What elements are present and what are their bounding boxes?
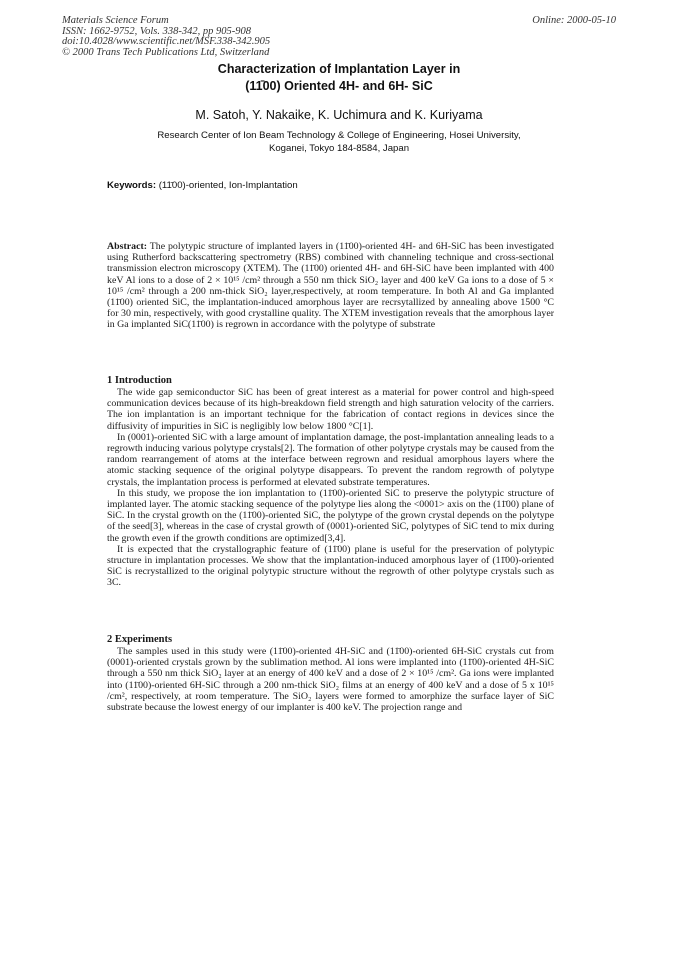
author-list: M. Satoh, Y. Nakaike, K. Uchimura and K. Kuriyama — [195, 108, 483, 122]
paragraph: The samples used in this study were (11̄00)-oriented 4H-SiC and (11̄00)-oriented 6H-SiC crystals cut from (0001)-oriented crystals grown by the sublimation method. Al ions were implanted into (11̄00)-oriented 4H-SiC through a 550 nm thick SiO₂ layer at an energy of 400 keV and a dose of 2 × 10¹⁵ /cm². Ga ions were implanted into (11̄00)-oriented 6H-SiC through a 200 nm-thick SiO₂ films at an energy of 400 keV and a dose of 5 x 10¹⁵ /cm², respectively, at room temperature. The SiO₂ layers were formed to amorphize the surface layer of SiC substrate because the lowest energy of our implanter is 400 keV. The projection range and — [107, 646, 554, 714]
abstract-label: Abstract: — [107, 241, 148, 252]
copyright-line: © 2000 Trans Tech Publications Ltd, Switzerland — [62, 46, 270, 58]
keywords-text: (11̄00)-oriented, Ion-Implantation — [158, 180, 298, 191]
online-date: Online: 2000-05-10 — [532, 15, 616, 26]
paragraph: In this study, we propose the ion implantation to (11̄00)-oriented SiC to preserve the polytypic structure of implanted layer. The atomic stacking sequence of the polytype lies along the <0001> axis on the (11̄00) plane of SiC. In the crystal growth on the (11̄00)-oriented SiC, the polytype of the grown crystal depends on the polytype of the seed[3], whereas in the case of crystal growth of (0001)-oriented SiC, polytypes of SiC tend to mix during the growth even if the growth conditions are optimized[3,4]. — [107, 487, 554, 544]
issn-line: ISSN: 1662-9752, Vols. 338-342, pp 905-908 — [62, 25, 251, 37]
section-heading-experiments: 2 Experiments — [107, 634, 173, 645]
paragraph: In (0001)-oriented SiC with a large amount of implantation damage, the post-implantation annealing leads to a regrowth inducing various polytype crystals[2]. The formation of other polytype crystals may be caused from the random rearrangement of atoms at the interface between regrown and residual amorphous layers where the atomic stacking sequence of the original polytype disappears. To prevent the random regrowth of polytype crystals, the implantation process is performed at elevated substrate temperatures. — [107, 431, 554, 488]
journal-header — [62, 16, 270, 58]
introduction-body — [107, 387, 554, 589]
paragraph: The wide gap semiconductor SiC has been of great interest as a material for power control and high-speed communication devices because of its high-breakdown field strength and high saturation velocity of the carriers. The ion implantation is an important technique for the fabrication of contact regions in devices since the diffusivity of impurities in SiC is negligibly low below 1800 °C[1]. — [107, 387, 554, 432]
title-line-2: (11̄00) Oriented 4H- and 6H- SiC — [245, 79, 433, 93]
abstract — [107, 241, 554, 331]
doi-line[interactable]: doi:10.4028/www.scientific.net/MSF.338-342.905 — [62, 36, 271, 47]
paragraph: It is expected that the crystallographic feature of (11̄00) plane is useful for the preservation of polytypic structure in implantation processes. We show that the implantation-induced amorphous layer of (11̄00)-oriented SiC is recrystallized to the original polytypic structure without the regrowth of other polytype crystals such as 3C. — [107, 543, 554, 589]
paper-title — [0, 61, 678, 95]
section-heading-introduction: 1 Introduction — [107, 375, 172, 386]
affiliation — [0, 130, 678, 155]
keywords — [107, 180, 298, 191]
experiments-body — [107, 646, 554, 713]
affiliation-line-2: Koganei, Tokyo 184-8584, Japan — [268, 142, 410, 154]
journal-name: Materials Science Forum — [62, 15, 169, 26]
abstract-text: The polytypic structure of implanted layers in (11̄00)-oriented 4H- and 6H-SiC has been investigated using Rutherford backscattering spectrometry (RBS) combined with channeling technique and cross-sectional transmission electron microscopy (XTEM). The (11̄00) oriented 4H- and 6H-SiC have been implanted with 400 keV Al ions to a dose of 2 × 10¹⁵ /cm² through a 550 nm thick SiO₂ layer and 400 keV Ga ions to a dose of 5 × 10¹⁵ /cm² through a 200 nm-thick SiO₂ layer,respectively, at room temperature. In both Al and Ga implanted (11̄00) oriented SiC, the implantation-induced amorphous layer are recrsytallized by annealing above 1500 °C for 30 min, respectively, with good crystalline quality. The XTEM investigation reveals that the amorphous layer in Ga implanted SiC(11̄00) is regrown in accordance with the polytype of substrate — [107, 241, 554, 331]
keywords-label: Keywords: — [107, 180, 157, 191]
affiliation-line-1: Research Center of Ion Beam Technology & College of Engineering, Hosei University, — [157, 130, 521, 141]
title-line-1: Characterization of Implantation Layer in — [217, 62, 461, 76]
